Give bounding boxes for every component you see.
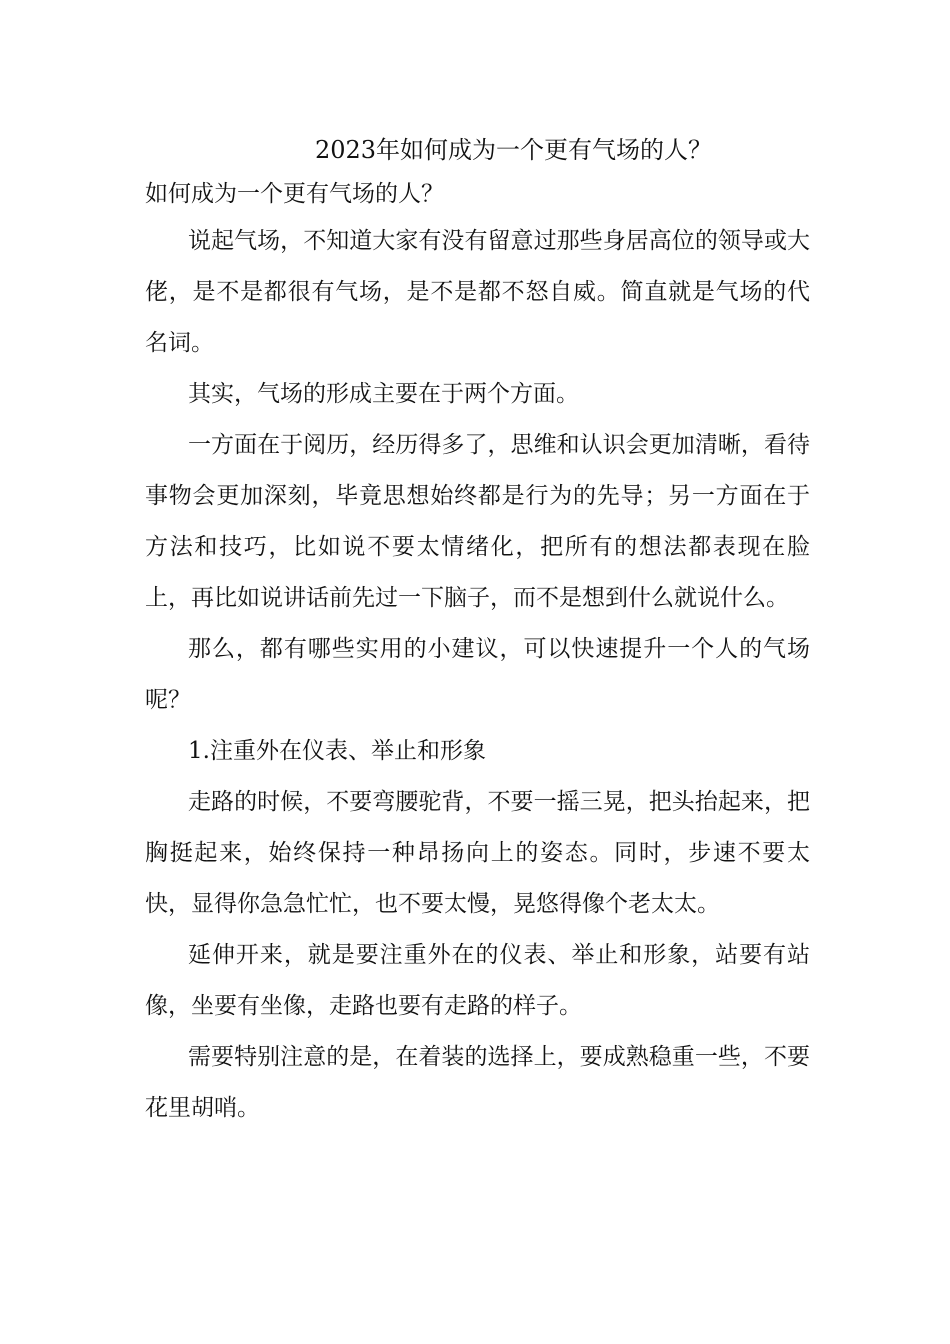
section-heading-appearance: 1.注重外在仪表、举止和形象	[188, 738, 486, 764]
document-title: 2023年如何成为一个更有气场的人？	[314, 136, 713, 164]
document-page	[145, 128, 810, 1134]
paragraph-two-aspects: 其实，气场的形成主要在于两个方面。	[188, 381, 579, 407]
document-subtitle: 如何成为一个更有气场的人？	[145, 181, 444, 207]
paragraph-intro: 说起气场，不知道大家有没有留意过那些身居高位的领导或大佬，是不是都很有气场，是不是都不怒自威。简直就是气场的代名词。	[145, 228, 810, 356]
paragraph-walking: 走路的时候，不要弯腰驼背，不要一摇三晃，把头抬起来，把胸挺起来，始终保持一种昂扬向上的姿态。同时，步速不要太快，显得你急急忙忙，也不要太慢，晃悠得像个老太太。	[145, 789, 810, 917]
paragraph-experience-and-skills: 一方面在于阅历，经历得多了，思维和认识会更加清晰，看待事物会更加深刻，毕竟思想始终都是行为的先导；另一方面在于方法和技巧，比如说不要太情绪化，把所有的想法都表现在脸上，再比如说讲话前先过一下脑子，而不是想到什么就说什么。	[145, 432, 810, 611]
paragraph-posture: 延伸开来，就是要注重外在的仪表、举止和形象，站要有站像，坐要有坐像，走路也要有走路的样子。	[145, 942, 810, 1019]
paragraph-question: 那么，都有哪些实用的小建议，可以快速提升一个人的气场呢？	[145, 636, 810, 713]
paragraph-clothing: 需要特别注意的是，在着装的选择上，要成熟稳重一些，不要花里胡哨。	[145, 1044, 810, 1121]
